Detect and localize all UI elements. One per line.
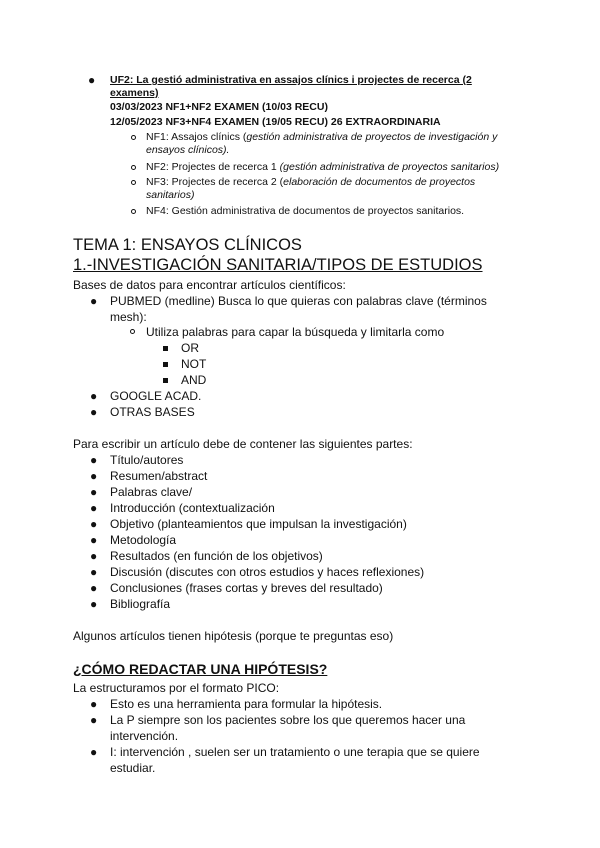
circle-bullet <box>131 165 136 170</box>
bullet-dot: ● <box>90 453 98 467</box>
nf2-line: NF2: Projectes de recerca 1 (gestión administrativa de proyectos sanitarios) <box>146 161 500 173</box>
nf1-line2: ensayos clínicos). <box>146 144 230 156</box>
bullet-dot: ● <box>90 581 98 595</box>
articulo-intro: Para escribir un artículo debe de contener las siguientes partes: <box>73 437 413 451</box>
circle-bullet <box>131 180 136 185</box>
parte-item: Título/autores <box>110 453 184 467</box>
bullet-dot: ● <box>90 533 98 547</box>
section-title: 1.-INVESTIGACIÓN SANITARIA/TIPOS DE ESTUDIOS <box>73 256 483 274</box>
hipotesis-note: Algunos artículos tienen hipótesis (porque te preguntas eso) <box>73 629 394 643</box>
bullet-dot: ● <box>90 745 98 759</box>
pubmed-line2: mesh): <box>110 310 147 324</box>
parte-item: Palabras clave/ <box>110 485 193 499</box>
bullet-dot: ● <box>90 517 98 531</box>
circle-bullet <box>131 209 136 214</box>
tema-title: TEMA 1: ENSAYOS CLÍNICOS <box>73 236 302 254</box>
parte-item: Introducción (contextualización <box>110 501 275 515</box>
bullet-dot: ● <box>90 405 98 419</box>
parte-item: Resumen/abstract <box>110 469 208 483</box>
bullet-dot: ● <box>90 597 98 611</box>
google-acad: GOOGLE ACAD. <box>110 389 202 403</box>
circle-bullet <box>131 135 136 140</box>
pico-intro: La estructuramos por el formato PICO: <box>73 681 280 695</box>
pico-b1: Esto es una herramienta para formular la hipótesis. <box>110 697 383 711</box>
pico-b2-line1: La P siempre son los pacientes sobre los que queremos hacer una <box>110 713 466 727</box>
exam-date-1: 03/03/2023 NF1+NF2 EXAMEN (10/03 RECU) <box>110 101 328 113</box>
square-bullet <box>163 362 168 367</box>
pico-b3-line2: estudiar. <box>110 761 156 775</box>
bullet-dot: ● <box>90 469 98 483</box>
parte-item: Conclusiones (frases cortas y breves del resultado) <box>110 581 383 595</box>
parte-item: Resultados (en función de los objetivos) <box>110 549 323 563</box>
parte-item: Objetivo (planteamientos que impulsan la investigación) <box>110 517 407 531</box>
bullet-dot: ● <box>90 294 98 308</box>
nf4-line: NF4: Gestión administrativa de documentos de proyectos sanitarios. <box>146 205 465 217</box>
bases-intro: Bases de datos para encontrar artículos científicos: <box>73 278 346 292</box>
nf3-line1: NF3: Projectes de recerca 2 (elaboración de documentos de proyectos <box>146 176 476 188</box>
bullet-dot: ● <box>90 501 98 515</box>
parte-item: Bibliografía <box>110 597 171 611</box>
operators-intro: Utiliza palabras para capar la búsqueda y limitarla como <box>146 325 445 339</box>
bullet-dot: ● <box>90 713 98 727</box>
hipotesis-title: ¿CÓMO REDACTAR UNA HIPÓTESIS? <box>73 661 328 677</box>
operator-not: NOT <box>181 357 207 371</box>
bullet-dot: ● <box>90 485 98 499</box>
uf2-title-line2: examens) <box>110 87 159 99</box>
bullet-dot: ● <box>90 549 98 563</box>
nf3-line2: sanitarios) <box>146 189 195 201</box>
bullet-dot: ● <box>90 389 98 403</box>
pico-b3-line1: I: intervención , suelen ser un tratamiento o une terapia que se quiere <box>110 745 480 759</box>
bullet-dot: ● <box>90 697 98 711</box>
parte-item: Metodología <box>110 533 177 547</box>
parte-item: Discusión (discutes con otros estudios y haces reflexiones) <box>110 565 425 579</box>
operator-and: AND <box>181 373 207 387</box>
square-bullet <box>163 378 168 383</box>
otras-bases: OTRAS BASES <box>110 405 195 419</box>
pico-b2-line2: intervención. <box>110 729 179 743</box>
pubmed-line1: PUBMED (medline) Busca lo que quieras con palabras clave (términos <box>110 294 487 308</box>
circle-bullet <box>130 329 135 334</box>
nf1-line1: NF1: Assajos clínics (gestión administrativa de proyectos de investigación y <box>146 131 498 143</box>
square-bullet <box>163 346 168 351</box>
exam-date-2: 12/05/2023 NF3+NF4 EXAMEN (19/05 RECU) 26 EXTRAORDINARIA <box>110 116 441 128</box>
bullet-dot: ● <box>88 73 96 87</box>
operator-or: OR <box>181 341 199 355</box>
bullet-dot: ● <box>90 565 98 579</box>
uf2-title-line1: UF2: La gestió administrativa en assajos clínics i projectes de recerca (2 <box>110 74 472 86</box>
